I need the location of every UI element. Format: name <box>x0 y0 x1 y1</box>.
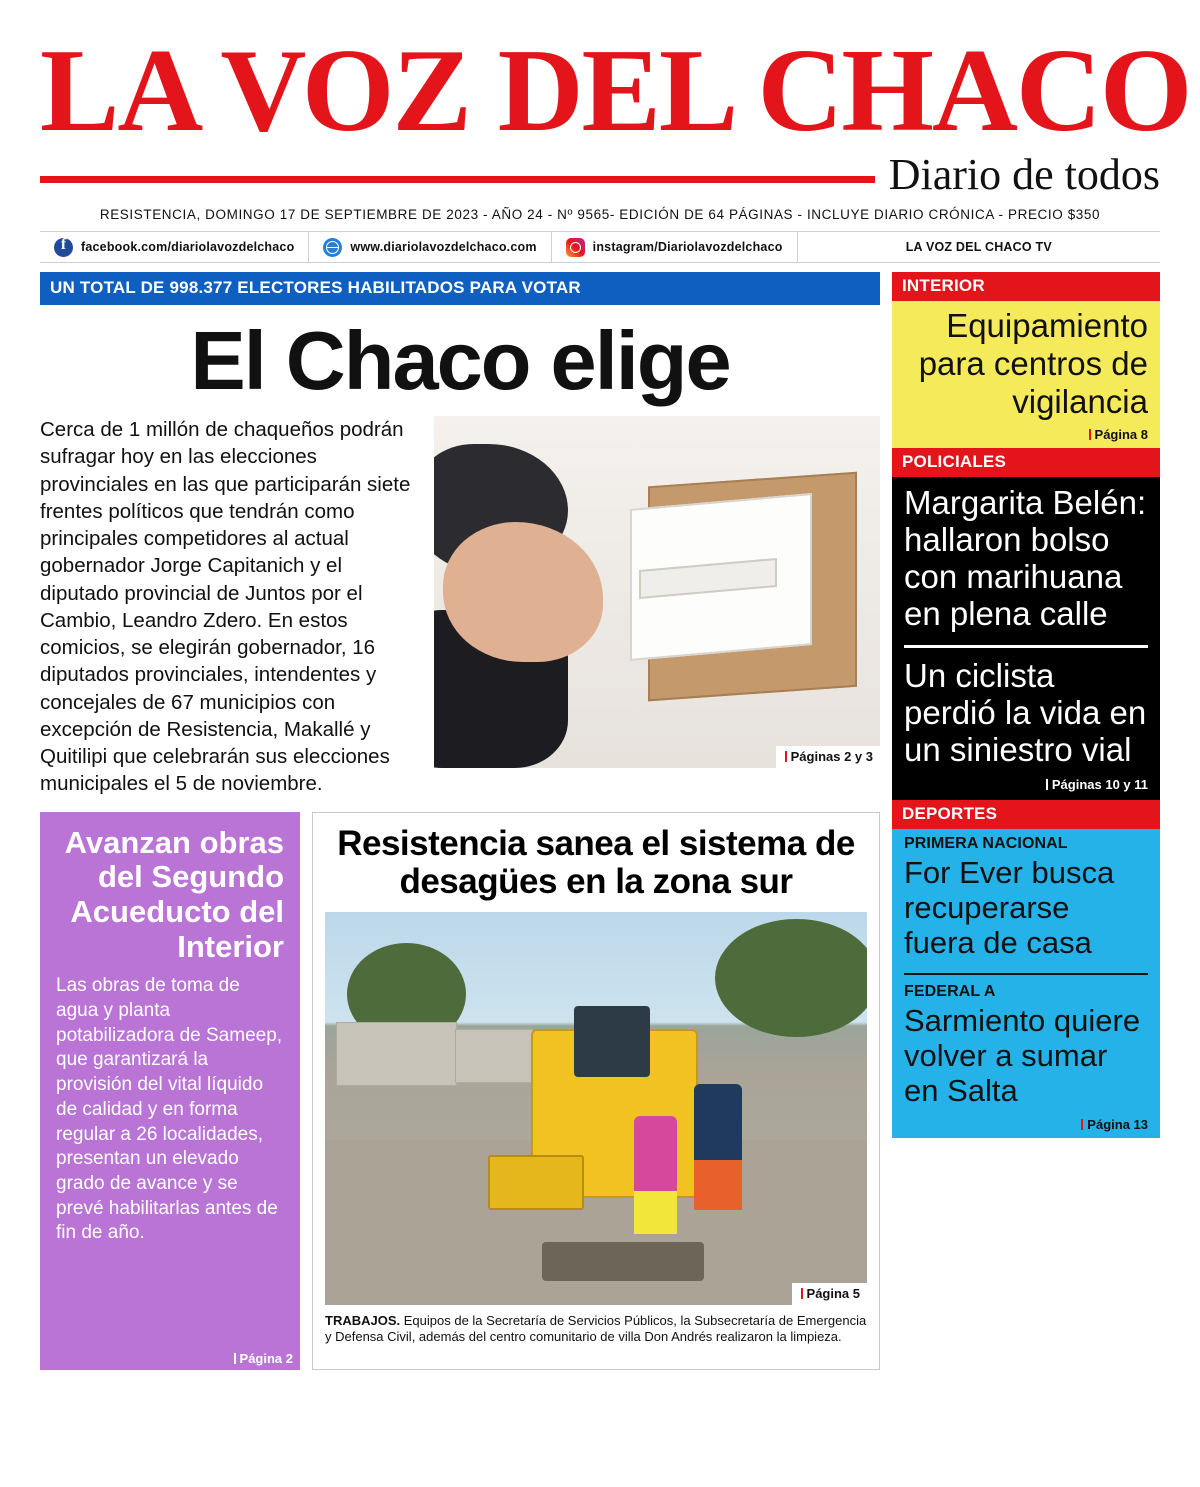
divider <box>904 973 1148 975</box>
acueducto-headline: Avanzan obras del Segundo Acueducto del Interior <box>64 824 284 964</box>
building-shape <box>455 1029 533 1082</box>
interior-page-label: Página 8 <box>1094 426 1148 442</box>
interior-page-tag[interactable] <box>904 421 1148 444</box>
acueducto-page-tag[interactable] <box>225 1348 300 1370</box>
lead-page-tag[interactable] <box>776 746 880 768</box>
facebook-icon <box>54 238 73 257</box>
tree-shape <box>715 919 867 1037</box>
website-link[interactable] <box>309 232 551 262</box>
lead-body <box>40 416 880 798</box>
acueducto-page-label: Página 2 <box>239 1350 293 1366</box>
lead-headline[interactable]: El Chaco elige <box>190 314 730 408</box>
worker-shape <box>694 1084 743 1210</box>
globe-icon <box>323 238 342 257</box>
social-bar <box>40 231 1160 263</box>
lower-row <box>40 812 880 1370</box>
lead-kicker: UN TOTAL DE 998.377 ELECTORES HABILITADOS PARA VOTAR <box>40 272 880 305</box>
divider <box>904 645 1148 648</box>
desagues-headline: Resistencia sanea el sistema de desagües en la zona sur <box>337 823 855 902</box>
section-label-interior: INTERIOR <box>892 272 1160 301</box>
excavator-cab-shape <box>574 1006 650 1077</box>
lead-text: Cerca de 1 millón de chaqueños podrán sufragar hoy en las elecciones provinciales en las que participarán siete frentes políticos que tendrán como principales competidores al actual gobernador Jorge Capitanich y el diputado provincial de Juntos por el Cambio, Leandro Zdero. En estos comicios, se elegirán gobernador, 16 diputados provinciales, intendentes y concejales de 67 municipios con excepción de Resistencia, Makallé y Quitilipi que celebrarán sus elecciones municipales el 5 de noviembre. <box>40 418 411 796</box>
policiales-page-label: Páginas 10 y 11 <box>1051 776 1148 792</box>
caption-lead: TRABAJOS. <box>325 1312 401 1328</box>
section-label-deportes: DEPORTES <box>892 800 1160 829</box>
desagues-article[interactable] <box>312 812 880 1370</box>
deportes-page-tag[interactable] <box>904 1109 1148 1132</box>
instagram-link[interactable] <box>552 232 798 262</box>
policiales-page-tag[interactable] <box>904 769 1148 794</box>
worker-shape <box>634 1116 677 1234</box>
deportes-headline-2: Sarmiento quiere volver a sumar en Salta <box>904 1002 1141 1109</box>
acueducto-article[interactable] <box>40 812 300 1370</box>
masthead <box>40 0 1191 223</box>
edition-info: RESISTENCIA, DOMINGO 17 DE SEPTIEMBRE DE 2023 - AÑO 24 - Nº 9565- EDICIÓN DE 64 PÁGINAS - INCLUYE DIARIO CRÓNICA - PRECIO $350 <box>99 207 1101 223</box>
deportes-headline-1: For Ever busca recuperarse fuera de casa <box>904 854 1115 961</box>
masthead-slogan: Diario de todos <box>888 150 1160 200</box>
building-shape <box>336 1022 457 1087</box>
desagues-page-label: Página 5 <box>806 1285 860 1301</box>
website-label: www.diariolavozdelchaco.com <box>350 240 537 255</box>
deportes-page-label: Página 13 <box>1087 1116 1148 1132</box>
rubble-shape <box>542 1242 705 1281</box>
lead-page-label: Páginas 2 y 3 <box>790 749 873 765</box>
instagram-icon <box>566 238 585 257</box>
interior-article[interactable] <box>892 301 1160 448</box>
caption-text: Equipos de la Secretaría de Servicios Públicos, la Subsecretaría de Emergencia y Defensa Civil, además del centro comunitario de villa Don Andrés realizaron la limpieza. <box>325 1312 867 1345</box>
desagues-photo <box>325 912 867 1305</box>
desagues-page-tag[interactable] <box>792 1283 867 1305</box>
deportes-block[interactable] <box>892 829 1160 1138</box>
sidebar-column <box>892 272 1160 1370</box>
policiales-block[interactable] <box>892 477 1160 800</box>
content-area <box>40 272 1160 1370</box>
photo-fill <box>434 416 880 768</box>
policiales-headline-2: Un ciclista perdió la vida en un siniestro vial <box>904 656 1147 768</box>
deportes-sub-2: FEDERAL A <box>904 982 996 1000</box>
deportes-sub-1: PRIMERA NACIONAL <box>904 834 1068 852</box>
masthead-title: LA VOZ DEL CHACO <box>40 24 1191 156</box>
instagram-label: instagram/Diariolavozdelchaco <box>592 240 783 255</box>
section-label-policiales: POLICIALES <box>892 448 1160 477</box>
desagues-caption <box>325 1313 867 1347</box>
policiales-headline-1: Margarita Belén: hallaron bolso con marihuana en plena calle <box>904 483 1147 632</box>
facebook-label: facebook.com/diariolavozdelchaco <box>81 240 295 255</box>
facebook-link[interactable] <box>40 232 309 262</box>
masthead-rule-row <box>40 150 1160 200</box>
acueducto-body: Las obras de toma de agua y planta potabilizadora de Sameep, que garantizará la provisión del vital líquido de calidad y en forma regular a 26 localidades, presentan un elevado grado de avance y se prevé habilitarlas antes de fin de año. <box>56 975 283 1244</box>
photo-fill <box>325 912 867 1305</box>
tv-link[interactable] <box>798 232 1160 262</box>
ballot-photo <box>434 416 880 768</box>
hand-shape <box>443 522 604 663</box>
interior-headline: Equipamiento para centros de vigilancia <box>918 307 1148 420</box>
excavator-bucket-shape <box>488 1155 584 1210</box>
masthead-rule <box>40 176 875 183</box>
tv-label: LA VOZ DEL CHACO TV <box>905 240 1052 255</box>
main-column <box>40 272 880 1370</box>
